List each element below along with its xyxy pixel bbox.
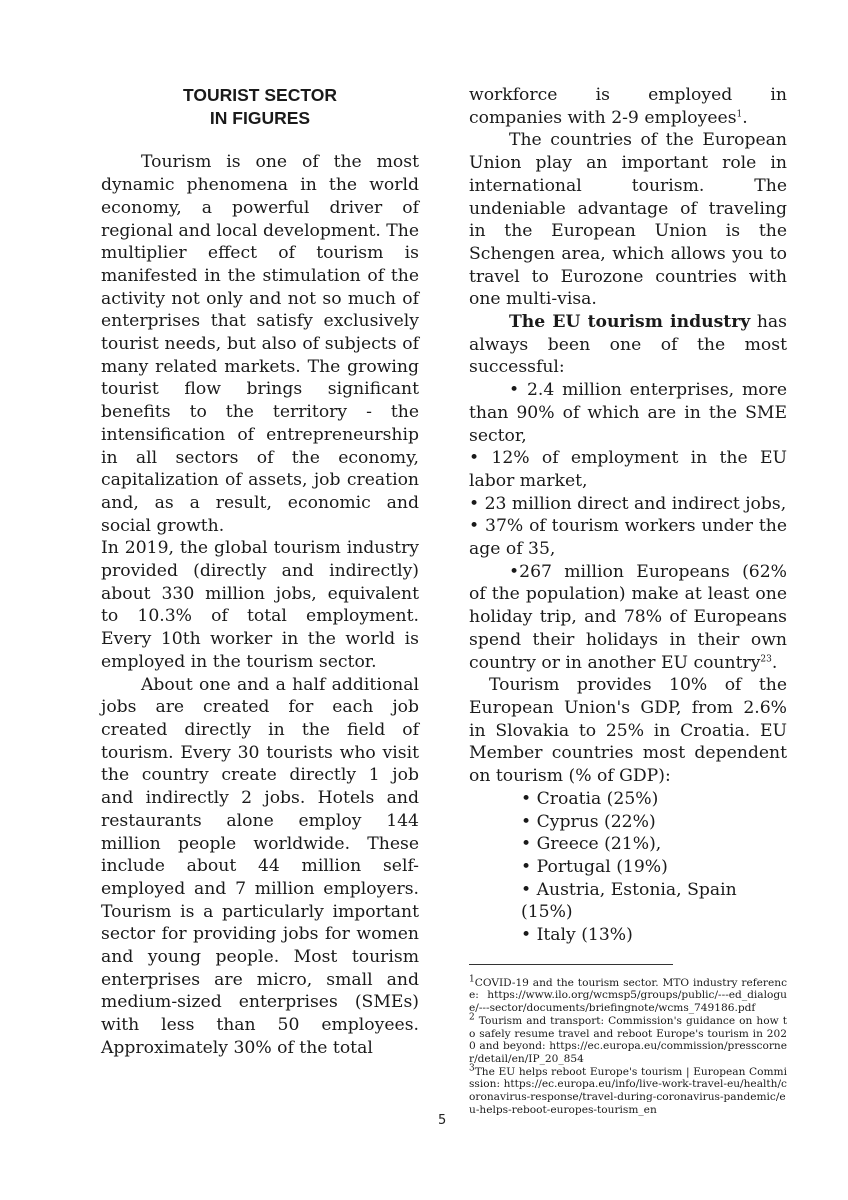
country-item: • Italy (13%)	[521, 924, 787, 947]
bullet-jobs: • 23 million direct and indirect jobs,	[469, 493, 787, 514]
footnote-divider	[469, 964, 673, 965]
country-item: • Portugal (19%)	[521, 856, 787, 879]
right-column	[469, 84, 787, 1116]
bullet-holiday: •267 million Europeans (62% of the population) make at least one holiday trip, and 78% of Europeans spend their holidays in their own country or in another EU country$^{23}$.	[469, 561, 787, 673]
footnotes	[469, 974, 787, 1117]
country-item: • Croatia (25%)	[521, 788, 787, 811]
country-item: • Austria, Estonia, Spain (15%)	[521, 879, 787, 924]
footnote-ref-23[interactable]: 23	[760, 653, 772, 664]
additional-jobs-paragraph: About one and a half additional jobs are created for each job created directly in the field of tourism. Every 30 tourists who visit the country create directly 1 job and indirectly 2 jobs. Hotels and restaurants alone employ 144 million people worldwide. These include about 44 million self-employed and 7 million employers. Tourism is a particularly important sector for providing jobs for women and young people. Most tourism enterprises are micro, small and medium-sized enterprises (SMEs) with less than 50 employees. Approximately 30% of the total	[101, 674, 419, 1058]
bullet-enterprises: • 2.4 million enterprises, more than 90% of which are in the SME sector,	[469, 380, 787, 446]
jobs-2019-paragraph: In 2019, the global tourism industry provided (directly and indirectly) about 330 million jobs, equivalent to 10.3% of total employment. Every 10th worker in the world is employed in the tourism sector.	[101, 538, 419, 672]
bullet-age: • 37% of tourism workers under the age of 35,	[469, 516, 787, 560]
continuation-paragraph: workforce is employed in companies with 2-9 employees$^1$.	[469, 85, 787, 128]
footnote-1: $^1$COVID-19 and the tourism sector. MTO industry reference: https://www.ilo.org/wcmsp5/groups/public/---ed_dialogue/---sector/documents/briefingnote/wcms_749186.pdf	[469, 974, 787, 1015]
eu-countries-paragraph: The countries of the European Union play an important role in international tourism. The undeniable advantage of traveling in the European Union is the Schengen area, which allows you to travel to Eurozone countries with one multi-visa.	[469, 130, 787, 310]
left-column	[101, 84, 419, 1060]
page-title	[101, 84, 419, 129]
footnote-ref-1[interactable]: 1	[736, 108, 743, 119]
footnote-3: $^3$The EU helps reboot Europe's tourism | European Commission: https://ec.europa.eu/info/live-work-travel-eu/health/coronavirus-response/travel-during-coronavirus-pandemic/eu-helps-reboot-europes-tourism_en	[469, 1063, 787, 1116]
eu-industry-heading: The EU tourism industry	[509, 312, 751, 333]
page-number: 5	[438, 1113, 447, 1128]
eu-industry-paragraph: The EU tourism industry has always been one of the most successful:	[469, 312, 787, 378]
title-line-1: TOURIST SECTOR	[183, 85, 337, 105]
bullet-employment: • 12% of employment in the EU labor market,	[469, 448, 787, 491]
country-item: • Greece (21%),	[521, 833, 787, 856]
country-item: • Cyprus (22%)	[521, 811, 787, 834]
gdp-paragraph: Tourism provides 10% of the European Union's GDP, from 2.6% in Slovakia to 25% in Croatia. EU Member countries most dependent on tourism (% of GDP):	[469, 675, 787, 787]
footnote-2: $^2$ Tourism and transport: Commission's guidance on how to safely resume travel and reboot Europe's tourism in 2020 and beyond: https://ec.europa.eu/commission/presscorner/detail/en/IP_20_854	[469, 1012, 787, 1065]
title-line-2: IN FIGURES	[209, 107, 311, 128]
intro-paragraph: Tourism is one of the most dynamic phenomena in the world economy, a powerful driver of regional and local development. The multiplier effect of tourism is manifested in the stimulation of the activity not only and not so much of enterprises that satisfy exclusively tourist needs, but also of subjects of many related markets. The growing tourist flow brings significant benefits to the territory - the intensification of entrepreneurship in all sectors of the economy, capitalization of assets, job creation and, as a result, economic and social growth.	[101, 152, 419, 536]
country-list	[469, 788, 787, 947]
